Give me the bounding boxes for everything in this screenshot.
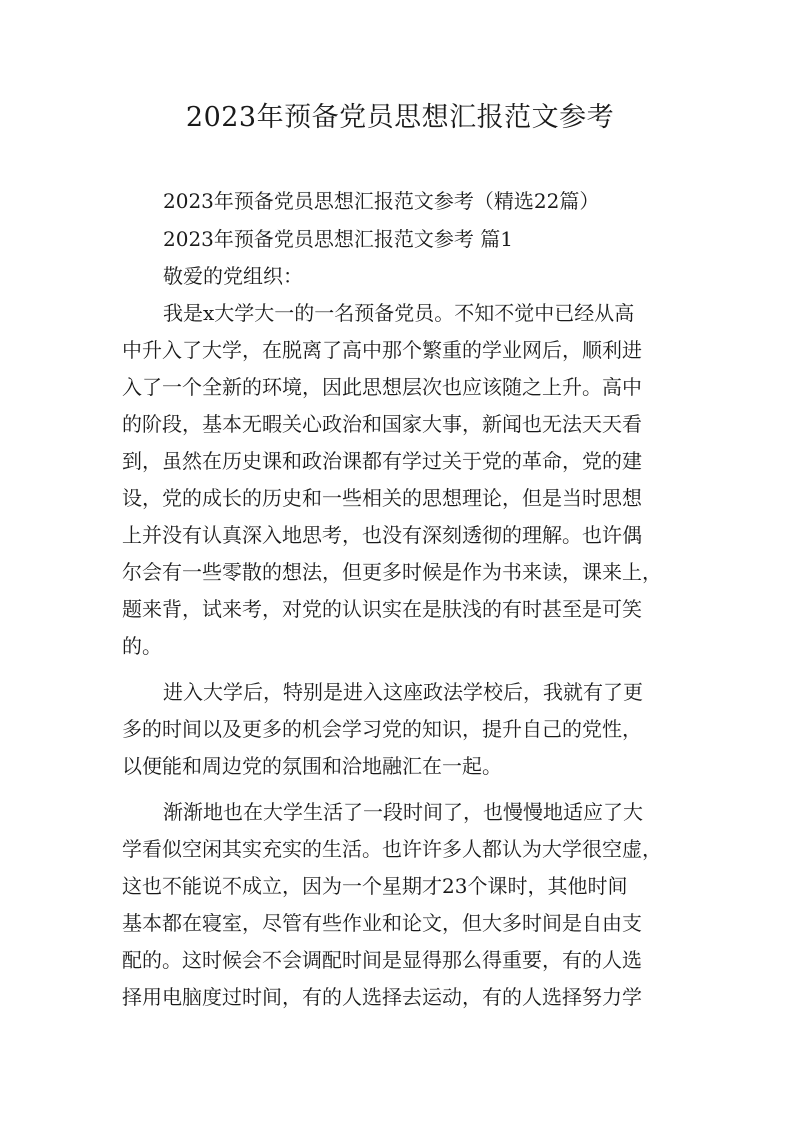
paragraph-line: 的阶段，基本无暇关心政治和国家大事，新闻也无法天天看 (122, 412, 642, 436)
paragraph-line: 择用电脑度过时间，有的人选择去运动，有的人选择努力学 (122, 985, 642, 1009)
paragraph-line: 学看似空闲其实充实的生活。也许许多人都认为大学很空虚， (122, 837, 662, 861)
document-subtitle: 2023年预备党员思想汇报范文参考（精选22篇） (163, 189, 600, 213)
paragraph-line: 尔会有一些零散的想法，但更多时候是作为书来读，课来上， (122, 560, 662, 584)
paragraph-line: 基本都在寝室，尽管有些作业和论文，但大多时间是自由支 (122, 911, 642, 935)
paragraph-line: 题来背，试来考，对党的认识实在是肤浅的有时甚至是可笑 (122, 597, 642, 621)
paragraph-line: 中升入了大学，在脱离了高中那个繁重的学业网后，顺利进 (122, 338, 642, 362)
paragraph-line: 到，虽然在历史课和政治课都有学过关于党的革命，党的建 (122, 449, 642, 473)
paragraph-line: 进入大学后，特别是进入这座政法学校后，我就有了更 (163, 680, 643, 704)
paragraph-line: 上并没有认真深入地思考，也没有深刻透彻的理解。也许偶 (122, 523, 642, 547)
paragraph-line: 配的。这时候会不会调配时间是显得那么得重要，有的人选 (122, 948, 642, 972)
paragraph-line: 以便能和周边党的氛围和洽地融汇在一起。 (122, 754, 502, 778)
paragraph-line: 入了一个全新的环境，因此思想层次也应该随之上升。高中 (122, 375, 642, 399)
paragraph-line: 这也不能说不成立，因为一个星期才23个课时，其他时间 (122, 874, 628, 898)
paragraph-line: 设，党的成长的历史和一些相关的思想理论，但是当时思想 (122, 486, 642, 510)
document-title: 2023年预备党员思想汇报范文参考 (185, 102, 615, 133)
section-heading: 2023年预备党员思想汇报范文参考 篇1 (163, 227, 513, 251)
paragraph-line: 多的时间以及更多的机会学习党的知识，提升自己的党性， (122, 717, 642, 741)
paragraph-line: 渐渐地也在大学生活了一段时间了，也慢慢地适应了大 (163, 800, 643, 824)
paragraph-line: 的。 (122, 634, 162, 658)
paragraph-line: 我是x大学大一的一名预备党员。不知不觉中已经从高 (163, 301, 635, 325)
salutation: 敬爱的党组织： (163, 264, 303, 288)
